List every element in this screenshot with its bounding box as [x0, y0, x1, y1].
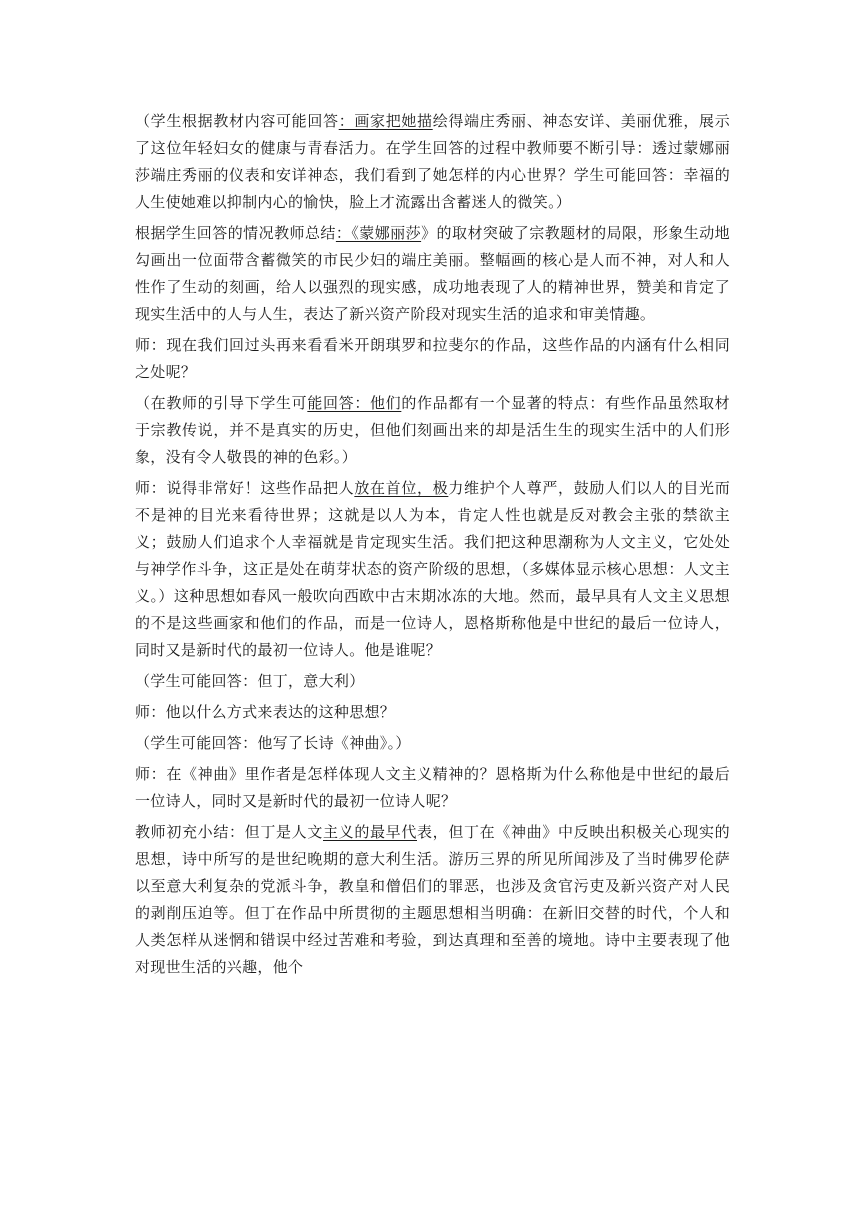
paragraph-teacher-question-divine-comedy: [135, 761, 730, 815]
underlined-text: ：画家把她描: [338, 112, 433, 130]
text-segment: （学生根据教材内容可能回答: [135, 112, 339, 130]
text-segment: 的作品都有一个显著的特点：有些作品虽然取材于宗教传说，并不是真实的历史，但他们刻画出来的却是活生生的现实生活中的人们形象，没有令人敬畏的神的色彩。）: [135, 394, 730, 466]
text-segment: 根据学生回答的情况教师总结: [135, 224, 336, 242]
document-body: [135, 108, 730, 985]
paragraph-teacher-humanism: [135, 475, 730, 664]
underlined-text: 能回答：他们: [307, 394, 402, 412]
paragraph-student-answer-mona-lisa: [135, 108, 730, 216]
paragraph-student-answer-divine-comedy: [135, 730, 730, 757]
paragraph-teacher-question: [135, 332, 730, 386]
paragraph-teacher-summary: [135, 220, 730, 328]
paragraph-student-answer-dante: [135, 668, 730, 695]
text-segment: 力维护个人尊严，鼓励人们以人的目光而不是神的目光来看待世界；这就是以人为本，肯定人性也就是反对教会主张的禁欲主义；鼓励人们追求个人幸福就是肯定现实生活。我们把这种思潮称为人文主义，它处处与神学作斗争，这正是处在萌芽状态的资产阶级的思想，（多媒体显示核心思想：人文主义。）这种思想如春风一般吹向西欧中古末期冰冻的大地。然而，最早具有人文主义思想的不是这些画家和他们的作品，而是一位诗人，恩格斯称他是中世纪的最后一位诗人，同时又是新时代的最初一位诗人。他是谁呢？: [135, 479, 730, 659]
text-segment: （在教师的引导下学生可: [135, 394, 308, 412]
text-segment: 》的取材突破了宗教题材的局限，形象生动地勾画出一位面带含蓄微笑的市民少妇的端庄美丽。整幅画的核心是人而不神，对人和人性作了生动的刻画，给人以强烈的现实感，成功地表现了人的精神世界，赞美和肯定了现实生活中的人与人生，表达了新兴资产阶段对现实生活的追求和审美情趣。: [135, 224, 730, 323]
paragraph-student-answer-works: [135, 390, 730, 471]
text-segment: 教师初充小结：但丁是人文: [135, 823, 323, 841]
text-segment: 师：他以什么方式来表达的这种思想？: [135, 703, 396, 721]
underlined-text: ：《蒙娜丽莎: [335, 224, 422, 242]
text-segment: 师：在《神曲》里作者是怎样体现人文主义精神的？恩格斯为什么称他是中世纪的最后一位诗人，同时又是新时代的最初一位诗人呢？: [135, 765, 730, 810]
text-segment: 师：说得非常好！这些作品把人: [135, 479, 355, 497]
underlined-text: 放在首位，极: [354, 479, 449, 497]
text-segment: （学生可能回答：但丁，意大利）: [135, 672, 365, 690]
text-segment: （学生可能回答：他写了长诗《神曲》。）: [135, 734, 411, 752]
text-segment: 师：现在我们回过头再来看看米开朗琪罗和拉斐尔的作品，这些作品的内涵有什么相同之处呢？: [135, 336, 730, 381]
text-segment: 表，但丁在《神曲》中反映出积极关心现实的思想，诗中所写的是世纪晚期的意大利生活。游历三界的所见所闻涉及了当时佛罗伦萨以至意大利复杂的党派斗争，教皇和僧侣们的罪恶，也涉及贪官污吏及新兴资产对人民的剥削压迫等。但丁在作品中所贯彻的主题思想相当明确：在新旧交替的时代，个人和人类怎样从迷惘和错误中经过苦难和考验，到达真理和至善的境地。诗中主要表现了他对现世生活的兴趣，他个: [135, 823, 730, 976]
paragraph-teacher-conclusion: [135, 819, 730, 981]
text-segment: 绘得端庄秀丽、神态安详、美丽优雅，展示了这位年轻妇女的健康与青春活力。在学生回答的过程中教师要不断引导：透过蒙娜丽莎端庄秀丽的仪表和安详神态，我们看到了她怎样的内心世界？学生可能回答：幸福的人生使她难以抑制内心的愉快，脸上才流露出含蓄迷人的微笑。）: [135, 112, 731, 211]
underlined-text: 主义的最早代: [323, 823, 417, 841]
paragraph-teacher-question-method: [135, 699, 730, 726]
